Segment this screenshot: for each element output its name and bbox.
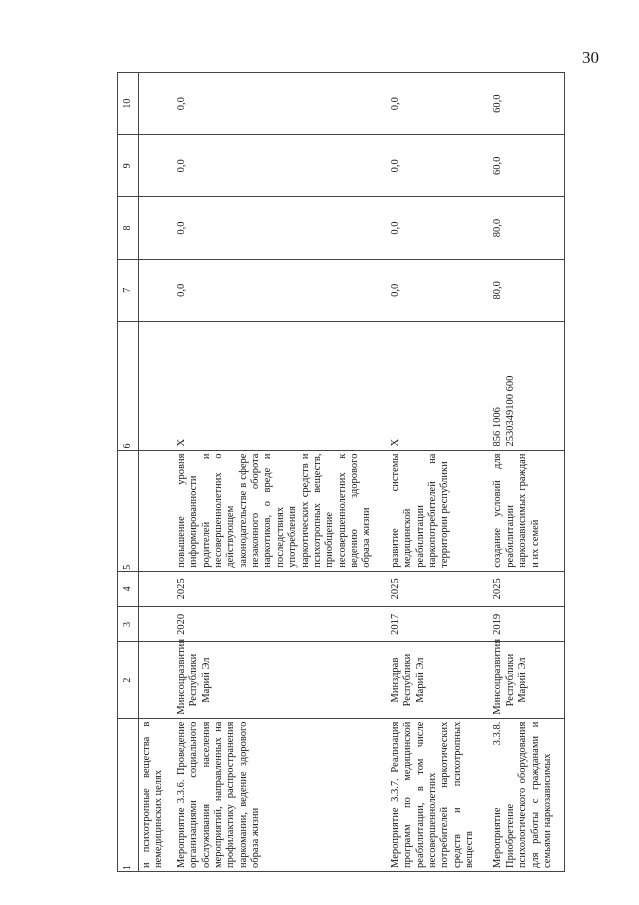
table-row [170,73,384,872]
value-col-7: 80,0 [486,259,564,321]
rotated-table-sheet [117,72,553,872]
end-year: 2025 [486,571,564,606]
expected-result: повышение уровня информированности родителей и несовершеннолетних о действующем законодательстве в сфере незаконного оборота наркотиков, о вреде и последствиях употребления наркотических средств и психотропных веществ, приобщение несовершеннолетних к ведению здорового образа жизни [170,450,384,571]
end-year: 2025 [170,571,384,606]
continuation-text: и психотропные вещества в немедицинских целях [139,718,170,871]
column-header-1: 1 [118,718,139,871]
executor: Минсоцразвития Республики Марий Эл [170,642,384,718]
page-number: 30 [582,48,599,67]
value-col-8: 80,0 [486,197,564,259]
value-col-10: 0,0 [384,73,487,135]
column-header-6: 6 [118,321,139,450]
start-year: 2019 [486,607,564,642]
value-col-10: 0,0 [170,73,384,135]
column-number-row [118,73,139,872]
measure-name: Мероприятие 3.3.8. Приобретение психологического оборудования для работы с гражданами и семьями наркозависимых [486,718,564,871]
executor: Минздрав Республики Марий Эл [384,642,487,718]
column-header-2: 2 [118,642,139,718]
start-year: 2020 [170,607,384,642]
column-header-3: 3 [118,607,139,642]
value-col-7: 0,0 [170,259,384,321]
budget-code: 856 1006 2530349100 600 [486,321,564,450]
column-header-10: 10 [118,73,139,135]
value-col-9: 60,0 [486,135,564,197]
budget-code: X [170,321,384,450]
value-col-9: 0,0 [170,135,384,197]
program-measures-table [117,72,565,872]
measure-name: Мероприятие 3.3.6. Проведение организациями социального обслуживания населения мероприятий, направленных на профилактику распространения наркомании, ведение здорового образа жизни [170,718,384,871]
value-col-9: 0,0 [384,135,487,197]
table-row [384,73,487,872]
table-row [486,73,564,872]
expected-result: развитие системы медицинской реабилитации наркопотребителей на территории республики [384,450,487,571]
value-col-8: 0,0 [384,197,487,259]
expected-result: создание условий для реабилитации наркозависимых граждан и их семей [486,450,564,571]
column-header-5: 5 [118,450,139,571]
value-col-10: 60,0 [486,73,564,135]
executor: Минсоцразвития Республики Марий Эл [486,642,564,718]
continuation-row [139,73,170,872]
column-header-4: 4 [118,571,139,606]
end-year: 2025 [384,571,487,606]
measure-name: Мероприятие 3.3.7. Реализация программ по медицинской реабилитации, в том числе несовершеннолетних потребителей наркотических средств и психотропных веществ [384,718,487,871]
start-year: 2017 [384,607,487,642]
value-col-7: 0,0 [384,259,487,321]
budget-code: X [384,321,487,450]
column-header-7: 7 [118,259,139,321]
value-col-8: 0,0 [170,197,384,259]
column-header-8: 8 [118,197,139,259]
column-header-9: 9 [118,135,139,197]
